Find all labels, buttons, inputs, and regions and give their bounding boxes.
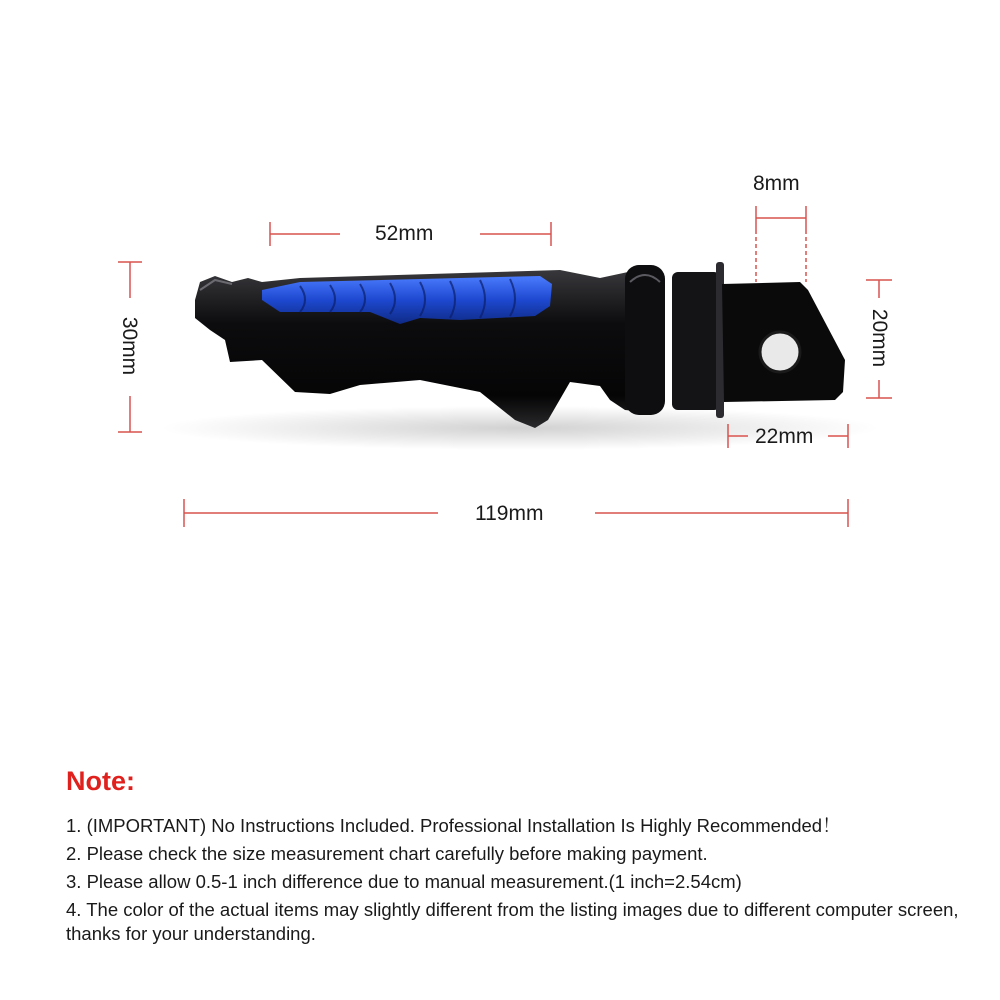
note-item: 2. Please check the size measurement chart carefully before making payment. xyxy=(66,843,708,864)
collar-ring xyxy=(625,265,665,415)
note-title: Note: xyxy=(66,766,135,796)
dimension-mount-length: 22mm xyxy=(755,425,814,448)
dimension-mount-width: 8mm xyxy=(753,172,800,195)
note-list xyxy=(66,814,976,950)
collar-spacer xyxy=(672,272,720,410)
dimension-total-length: 119mm xyxy=(475,502,544,525)
mount-hole xyxy=(760,332,800,372)
dimension-height: 30mm xyxy=(118,316,142,376)
dimension-grip-length: 52mm xyxy=(375,222,434,245)
dimension-mount-height: 20mm xyxy=(868,308,892,368)
note-item: 3. Please allow 0.5-1 inch difference due to manual measurement.(1 inch=2.54cm) xyxy=(66,871,742,892)
note-item: 4. The color of the actual items may slightly different from the listing images due to different computer screen, thanks for your understanding. xyxy=(66,899,959,944)
note-item: 1. (IMPORTANT) No Instructions Included. Professional Installation Is Highly Recommended！ xyxy=(66,815,841,836)
